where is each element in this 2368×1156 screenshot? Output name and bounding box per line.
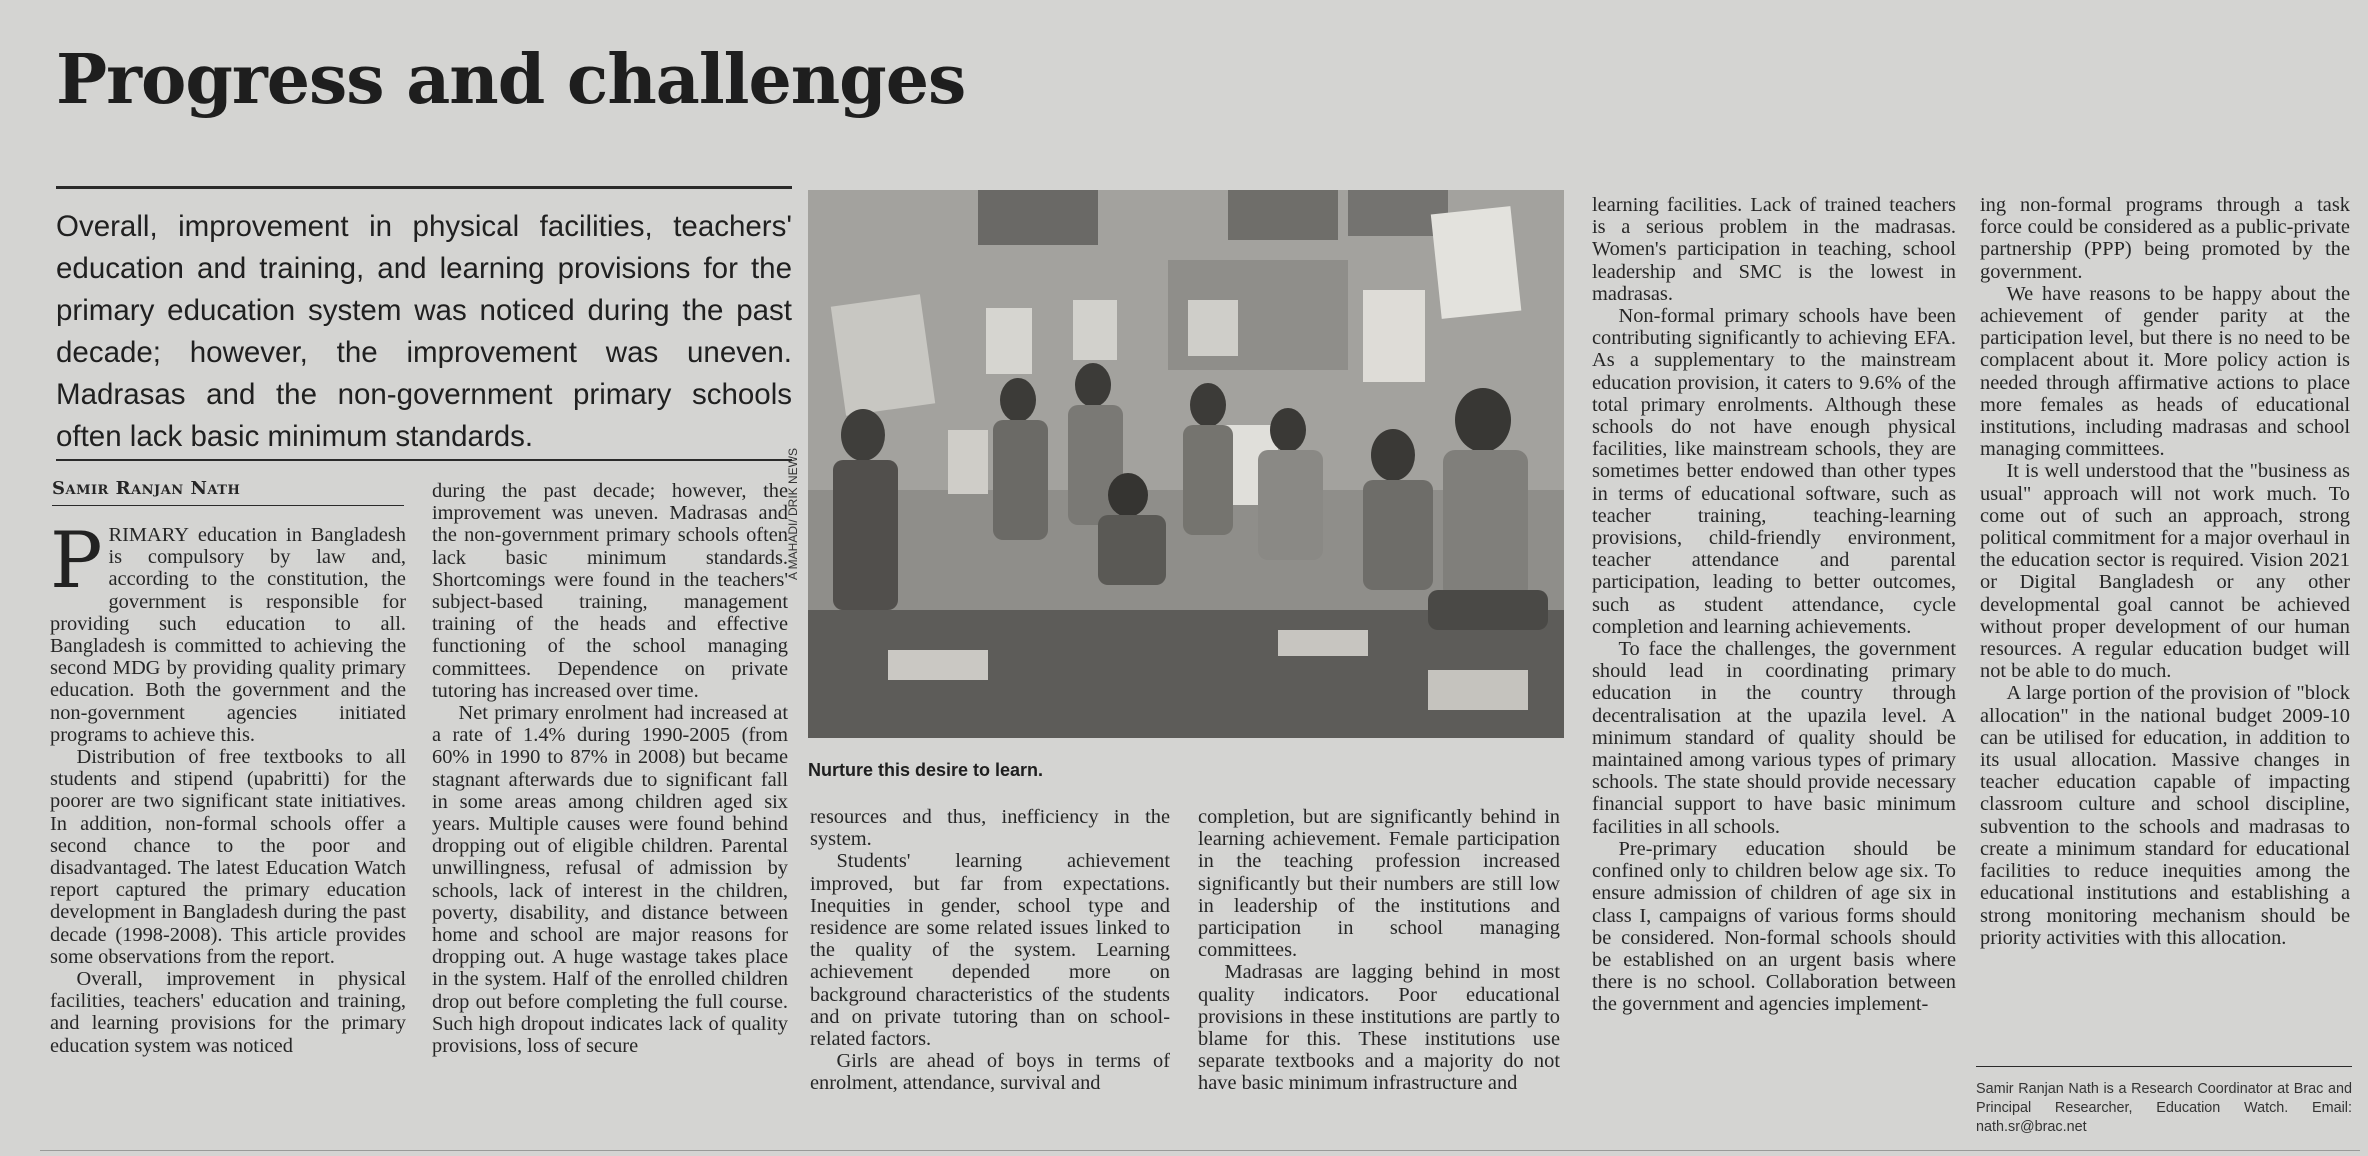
article-paragraph bbox=[50, 524, 406, 746]
standfirst: Overall, improvement in physical facilities, teachers' education and training, and learning provisions for the primary education system was noticed during the past decade; however, the improvement was uneven. Madrasas and the non-government primary schools often lack basic minimum standards. bbox=[56, 210, 792, 453]
byline-rule bbox=[52, 505, 404, 506]
article-paragraph: Overall, improvement in physical facilities, teachers' education and training, and learning provisions for the primary education system was noticed bbox=[50, 968, 406, 1057]
article-paragraph: resources and thus, inefficiency in the system. bbox=[810, 806, 1170, 851]
article-paragraph: Non-formal primary schools have been contributing significantly to achieving EFA. As a supplementary to the mainstream education provision, it caters to 9.6% of the total primary enrolments. Although these schools do not have enough physical facilities, like mainstream schools, they are sometimes better endowed than other types in terms of educational software, such as teacher training, teaching-learning provisions, child-friendly environment, teacher attendance and parental participation, leading to better outcomes, such as student attendance, cycle completion and learning achievements. bbox=[1592, 305, 1956, 638]
article-paragraph: Students' learning achievement improved, but far from expectations. Inequities in gender, school type and residence are some related issues linked to the quality of the system. Learning achievement depended more on background characteristics of the students and on private tutoring than on school-related factors. bbox=[810, 850, 1170, 1051]
article-paragraph: Distribution of free textbooks to all students and stipend (upabritti) for the poorer are two significant state initiatives. In addition, non-formal schools offer a second chance to the poor and disadvantaged. The latest Education Watch report captured the primary education development in Bangladesh during the past decade (1998-2008). This article provides some observations from the report. bbox=[50, 746, 406, 968]
standfirst-top-rule bbox=[56, 186, 792, 189]
photo-credit: A MAHADI/ DRIK NEWS bbox=[786, 447, 800, 580]
standfirst-bottom-rule bbox=[56, 459, 792, 461]
classroom-photo bbox=[808, 190, 1564, 738]
article-paragraph: We have reasons to be happy about the achievement of gender parity at the participation level, but there is no need to be complacent about it. More policy action is needed through affirmative actions to place more females as heads of educational institutions, including madrasas and school managing committees. bbox=[1980, 282, 2350, 461]
article-column-4 bbox=[1198, 806, 1560, 1146]
article-column-2 bbox=[432, 480, 788, 1146]
article-paragraph: Madrasas are lagging behind in most quality indicators. Poor educational provisions in these institutions are partly to blame for this. These institutions use separate textbooks and a majority do not have basic minimum infrastructure and bbox=[1198, 961, 1560, 1095]
article-column-5 bbox=[1592, 194, 1956, 1144]
article-paragraph: ing non-formal programs through a task force could be considered as a public-private partnership (PPP) being promoted by the government. bbox=[1980, 194, 2350, 283]
bleed-through-text bbox=[900, 4, 2300, 154]
article-paragraph: learning facilities. Lack of trained teachers is a serious problem in the madrasas. Women's participation in teaching, school leadership and SMC is the lowest in madrasas. bbox=[1592, 194, 1956, 305]
article-paragraph: Girls are ahead of boys in terms of enrolment, attendance, survival and bbox=[810, 1050, 1170, 1095]
photo-caption: Nurture this desire to learn. bbox=[808, 760, 1044, 780]
bottom-page-rule bbox=[40, 1150, 2360, 1151]
drop-cap: P bbox=[50, 524, 103, 606]
lead-smallcaps: RIMARY bbox=[108, 524, 189, 546]
article-paragraph: Net primary enrolment had increased at a rate of 1.4% during 1990-2005 (from 60% in 1990 to 87% in 2008) but became stagnant afterwards due to significant fall in some areas among children aged six years. Multiple causes were found behind dropping out of eligible children. Parental unwillingness, refusal of admission by schools, lack of interest in the children, poverty, disability, and distance between home and school are major reasons for dropping out. A huge wastage takes place in the system. Half of the enrolled children drop out before completing the full course. Such high dropout indicates lack of quality provisions, loss of secure bbox=[432, 702, 788, 1058]
article-column-6 bbox=[1980, 194, 2350, 1056]
article-paragraph: It is well understood that the "business as usual" approach will not work much. To come out of such an approach, strong political commitment for a major overhaul in the education sector is required. Vision 2021 or Digital Bangladesh or any other developmental goal cannot be achieved without proper development of our human resources. A regular education budget will not be able to do much. bbox=[1980, 460, 2350, 683]
article-paragraph: To face the challenges, the government should lead in coordinating primary education in the country through decentralisation at the upazila level. A minimum standard of quality should be maintained among various types of primary schools. The state should provide necessary financial support to have basic minimum facilities in all schools. bbox=[1592, 638, 1956, 838]
article-column-1 bbox=[50, 524, 406, 1144]
byline: Samir Ranjan Nath bbox=[52, 478, 241, 499]
article-column-3 bbox=[810, 806, 1170, 1146]
author-bio: Samir Ranjan Nath is a Research Coordinator at Brac and Principal Researcher, Education Watch. Email: nath.sr@brac.net bbox=[1976, 1081, 2352, 1135]
paragraph-text: education in Bangladesh is compulsory by law and, according to the constitution, the government is responsible for providing such education to all. Bangladesh is committed to achieving the second MDG by providing quality primary education. Both the government and the non-government agencies initiated programs to achieve this. bbox=[50, 524, 406, 746]
headline: Progress and challenges bbox=[56, 40, 966, 120]
bio-rule bbox=[1976, 1066, 2352, 1067]
article-paragraph: during the past decade; however, the improvement was uneven. Madrasas and the non-government primary schools often lack basic minimum standards. Shortcomings were found in the teachers' subject-based training, management training of the heads and effective functioning of the school managing committees. Dependence on private tutoring has increased over time. bbox=[432, 480, 788, 702]
article-paragraph: completion, but are significantly behind in learning achievement. Female participation in the teaching profession increased significantly but their numbers are still low in leadership of the institutions and participation in school managing committees. bbox=[1198, 806, 1560, 962]
article-paragraph: A large portion of the provision of "block allocation" in the national budget 2009-10 can be utilised for education, in addition to its usual allocation. Massive changes in teacher education capable of impacting classroom culture and school discipline, subvention to the schools and madrasas to create a minimum standard for educational facilities to reduce inequities among the educational institutions and establishing a strong monitoring mechanism should be priority activities with this allocation. bbox=[1980, 682, 2350, 949]
article-paragraph: Pre-primary education should be confined only to children below age six. To ensure admission of children of age six in class I, campaigns of various forms should be considered. Non-formal schools should be established on an urgent basis where there is no school. Collaboration between the government and agencies implement- bbox=[1592, 837, 1956, 1016]
